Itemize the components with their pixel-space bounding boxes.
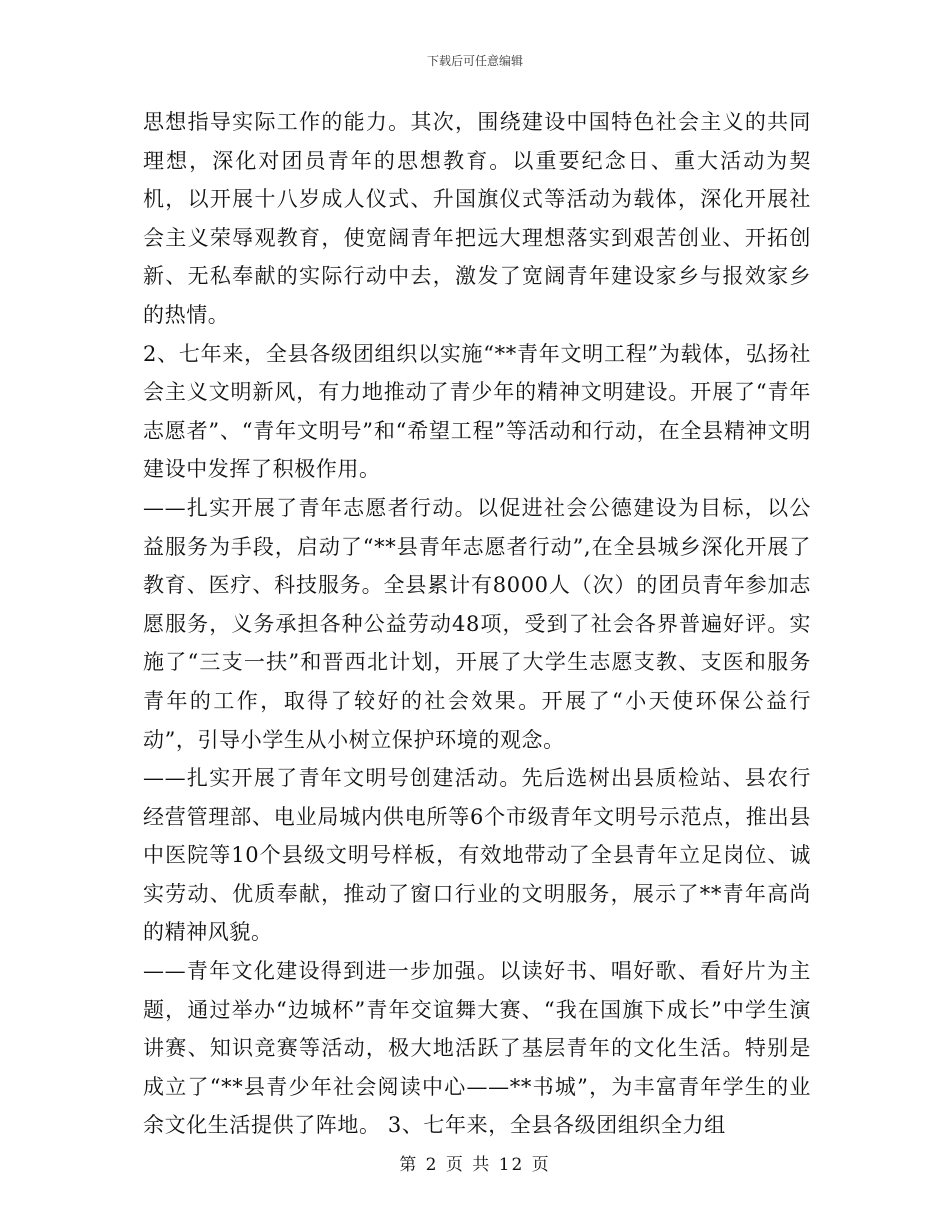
page-footer: 第 2 页 共 12 页 (399, 1155, 551, 1175)
paragraph-1: 思想指导实际工作的能力。其次，围绕建设中国特色社会主义的共同理想，深化对团员青年的思想教育。以重要纪念日、重大活动为契机，以开展十八岁成人仪式、升国旗仪式等活动为载体，深化开展社会主义荣辱观教育，使宽阔青年把远大理想落实到艰苦创业、开拓创新、无私奉献的实际行动中去，激发了宽阔青年建设家乡与报效家乡的热情。 (143, 110, 811, 327)
paragraph-4: ——扎实开展了青年文明号创建活动。先后选树出县质检站、县农行经营管理部、电业局城内供电所等6个市级青年文明号示范点，推出县中医院等10个县级文明号样板，有效地带动了全县青年立足岗位、诚实劳动、优质奉献，推动了窗口行业的文明服务，展示了**青年高尚的精神风貌。 (143, 766, 811, 945)
page-header: 下载后可任意编辑 (426, 54, 523, 68)
paragraph-2: 2、七年来，全县各级团组织以实施“**青年文明工程”为载体，弘扬社会主义文明新风，有力地推动了青少年的精神文明建设。开展了“青年志愿者”、“青年文明号”和“希望工程”等活动和行动，在全县精神文明建设中发挥了积极作用。 (143, 341, 811, 482)
paragraph-5: ——青年文化建设得到进一步加强。以读好书、唱好歌、看好片为主题，通过举办“边城杯”青年交谊舞大赛、“我在国旗下成长”中学生演讲赛、知识竞赛等活动，极大地活跃了基层青年的文化生活。特别是成立了“**县青少年社会阅读中心——**书城”，为丰富青年学生的业余文化生活提供了阵地。 3、七年来，全县各级团组织全力组 (143, 959, 811, 1138)
paragraph-3: ——扎实开展了青年志愿者行动。以促进社会公德建设为目标，以公益服务为手段，启动了“**县青年志愿者行动”,在全县城乡深化开展了教育、医疗、科技服务。全县累计有8000人（次）的团员青年参加志愿服务，义务承担各种公益劳动48项，受到了社会各界普遍好评。实施了“三支一扶”和晋西北计划，开展了大学生志愿支教、支医和服务青年的工作，取得了较好的社会效果。开展了“小天使环保公益行动”，引导小学生从小树立保护环境的观念。 (143, 495, 811, 752)
document-body (143, 103, 811, 1145)
